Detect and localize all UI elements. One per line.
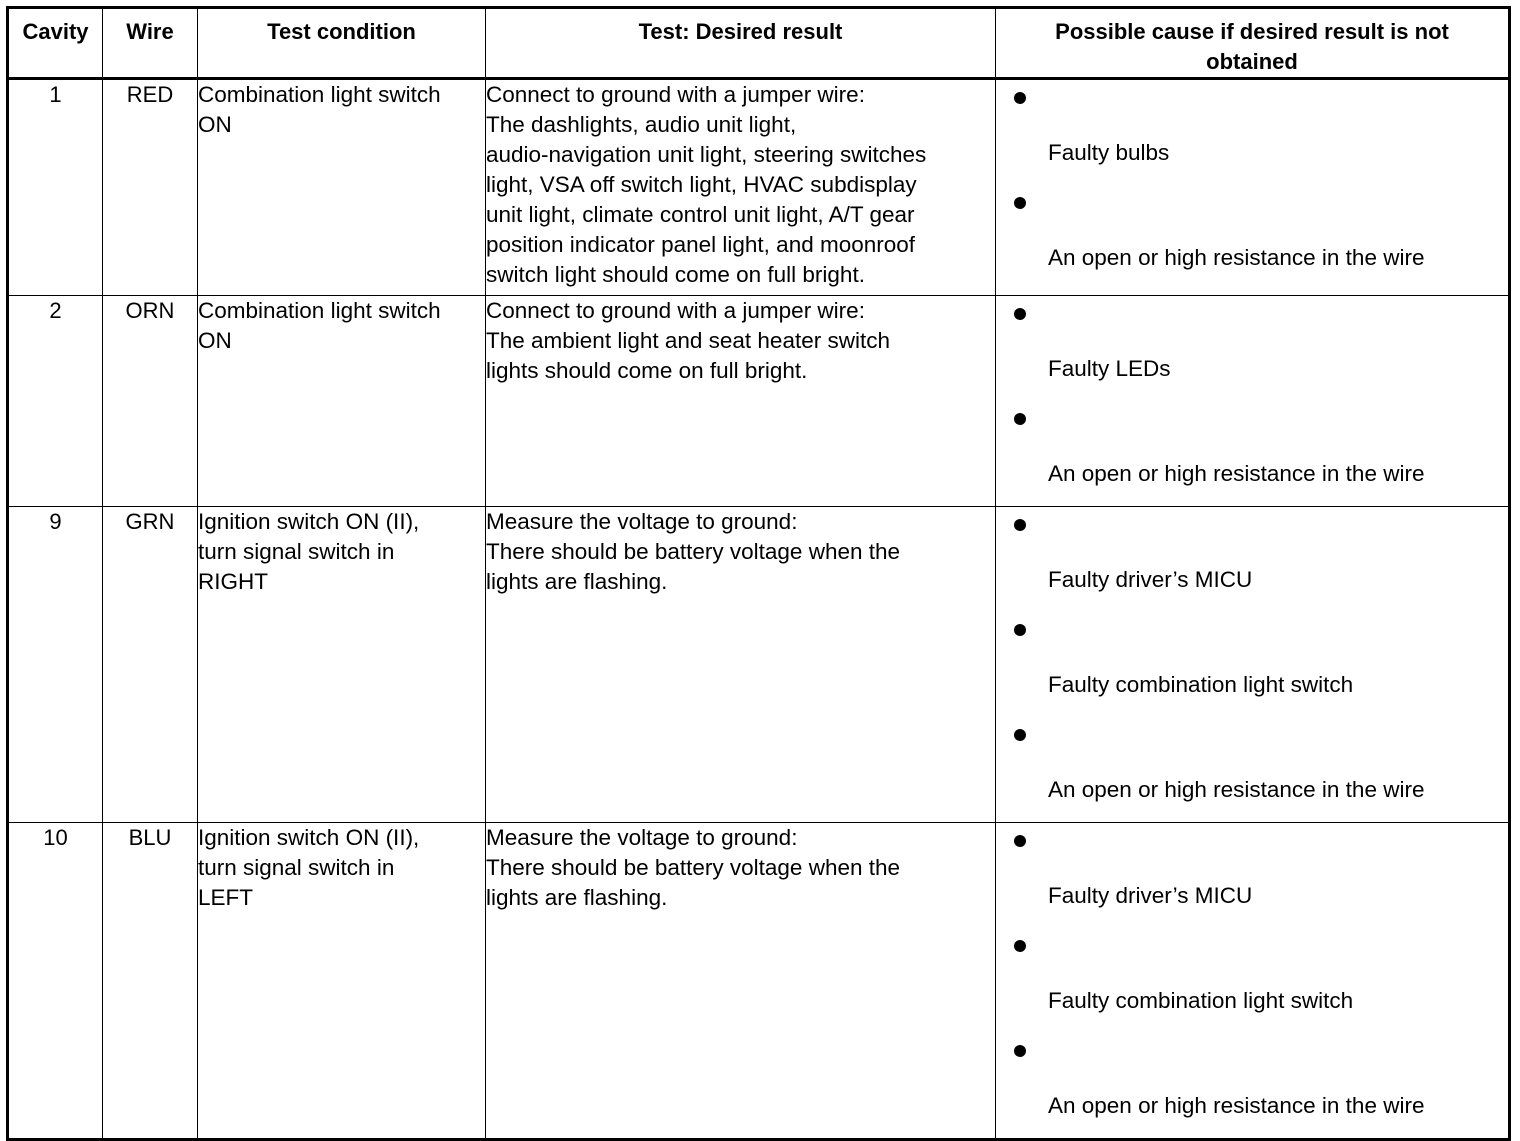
cause-item [996, 717, 1508, 822]
cavity-cell: 1 [8, 79, 103, 296]
cause-item [996, 612, 1508, 717]
test-condition-cell [198, 823, 486, 1140]
result-line: lights are flashing. [486, 885, 668, 910]
cause-item [996, 185, 1508, 290]
cause-item [996, 80, 1508, 185]
table-row [8, 296, 1510, 507]
table-row [8, 79, 1510, 296]
result-line: The ambient light and seat heater switch [486, 328, 890, 353]
result-line: Connect to ground with a jumper wire: [486, 82, 865, 107]
bullet-icon [1014, 835, 1026, 847]
result-line: switch light should come on full bright. [486, 262, 865, 287]
desired-result-cell [486, 507, 996, 823]
header-row [8, 8, 1510, 79]
table-row [8, 823, 1510, 1140]
cavity-cell: 10 [8, 823, 103, 1140]
bullet-icon [1014, 413, 1026, 425]
result-line: Measure the voltage to ground: [486, 509, 798, 534]
cause-text: Faulty LEDs [1048, 356, 1171, 381]
cause-text: Faulty bulbs [1048, 140, 1170, 165]
result-line: audio-navigation unit light, steering switches [486, 142, 927, 167]
cause-item [996, 1033, 1508, 1138]
wire-color-cell: BLU [103, 823, 198, 1140]
cause-text: An open or high resistance in the wire [1048, 461, 1425, 486]
test-condition-cell [198, 507, 486, 823]
bullet-icon [1014, 940, 1026, 952]
result-line: position indicator panel light, and moonroof [486, 232, 916, 257]
condition-line: Ignition switch ON (II), [198, 509, 420, 534]
bullet-icon [1014, 1045, 1026, 1057]
bullet-icon [1014, 729, 1026, 741]
cause-item [996, 823, 1508, 928]
header-cavity: Cavity [8, 8, 103, 79]
desired-result-cell [486, 79, 996, 296]
bullet-icon [1014, 308, 1026, 320]
result-line: There should be battery voltage when the [486, 855, 901, 880]
desired-result-cell [486, 296, 996, 507]
test-condition-cell [198, 296, 486, 507]
cavity-cell: 2 [8, 296, 103, 507]
bullet-icon [1014, 197, 1026, 209]
condition-line: LEFT [198, 885, 254, 910]
bullet-icon [1014, 92, 1026, 104]
condition-line: ON [198, 328, 232, 353]
cause-text: Faulty driver’s MICU [1048, 883, 1253, 908]
cause-text: Faulty driver’s MICU [1048, 567, 1253, 592]
cavity-cell: 9 [8, 507, 103, 823]
condition-line: Combination light switch [198, 82, 441, 107]
condition-line: Combination light switch [198, 298, 441, 323]
cause-text: An open or high resistance in the wire [1048, 777, 1425, 802]
cause-text: Faulty combination light switch [1048, 988, 1354, 1013]
header-test-condition: Test condition [198, 8, 486, 79]
possible-cause-cell [996, 79, 1510, 296]
cause-item [996, 401, 1508, 506]
condition-line: turn signal switch in [198, 855, 395, 880]
result-line: There should be battery voltage when the [486, 539, 901, 564]
result-line: lights are flashing. [486, 569, 668, 594]
condition-line: ON [198, 112, 232, 137]
test-condition-cell [198, 79, 486, 296]
result-line: The dashlights, audio unit light, [486, 112, 797, 137]
cause-text: Faulty combination light switch [1048, 672, 1354, 697]
cause-text: An open or high resistance in the wire [1048, 245, 1425, 270]
header-cause-line-2: obtained [1206, 49, 1298, 74]
header-cause-line-1: Possible cause if desired result is not [1055, 19, 1449, 44]
table-row [8, 507, 1510, 823]
condition-line: turn signal switch in [198, 539, 395, 564]
header-desired-result: Test: Desired result [486, 8, 996, 79]
desired-result-cell [486, 823, 996, 1140]
connector-test-table [6, 6, 1511, 1141]
possible-cause-cell [996, 823, 1510, 1140]
bullet-icon [1014, 624, 1026, 636]
result-line: lights should come on full bright. [486, 358, 808, 383]
cause-item [996, 928, 1508, 1033]
wire-color-cell: ORN [103, 296, 198, 507]
header-wire: Wire [103, 8, 198, 79]
cause-item [996, 507, 1508, 612]
result-line: light, VSA off switch light, HVAC subdisplay [486, 172, 917, 197]
wire-color-cell: GRN [103, 507, 198, 823]
possible-cause-cell [996, 296, 1510, 507]
result-line: Connect to ground with a jumper wire: [486, 298, 865, 323]
result-line: Measure the voltage to ground: [486, 825, 798, 850]
wire-color-cell: RED [103, 79, 198, 296]
header-possible-cause [996, 8, 1510, 79]
cause-text: An open or high resistance in the wire [1048, 1093, 1425, 1118]
condition-line: RIGHT [198, 569, 268, 594]
bullet-icon [1014, 519, 1026, 531]
possible-cause-cell [996, 507, 1510, 823]
cause-item [996, 296, 1508, 401]
condition-line: Ignition switch ON (II), [198, 825, 420, 850]
result-line: unit light, climate control unit light, A/T gear [486, 202, 915, 227]
